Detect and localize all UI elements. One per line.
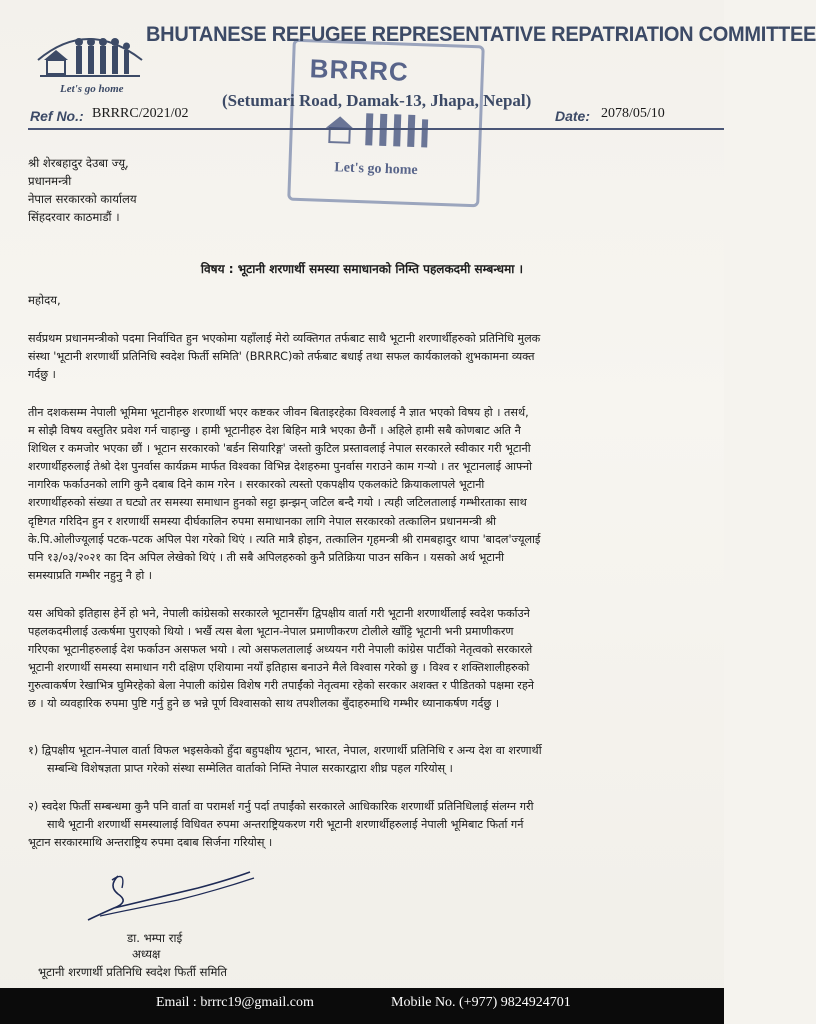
text-line: २) स्वदेश फिर्ती सम्बन्धमा कुनै पनि वार्ता वा परामर्श गर्नु पर्दा तपाईंको सरकारले आधिकारिक शरणार्थी प्रतिनिधिलाई संलग्न गरी — [28, 800, 534, 813]
ref-label: Ref No.: — [30, 108, 84, 124]
recipient-block — [28, 154, 137, 226]
text-line: गुरुत्वाकर्षण रेखाभित्र घुमिरहेको बेला नेपाली कांग्रेस विशेष गरी तपाईंको नेतृत्वमा रहेको सरकार अशक्त र पीडितको पक्षमा रहने — [28, 679, 534, 693]
stamp-tagline: Let's go home — [334, 160, 418, 179]
text-line: गरिएका भूटानीहरुलाई देश फर्काउन असफल भयो । त्यो असफलतालाई अध्ययन गरी नेपाली कांग्रेस पार्टीको नेतृत्वको सरकारले — [28, 643, 533, 657]
recipient-line: सिंहदरवार काठमाडौं । — [28, 210, 120, 224]
text-line: साथै भूटानी शरणार्थी समस्यालाई विधिवत रुपमा अन्तराष्ट्रियकरण गरी भूटानी शरणार्थीहरुलाई नेपाली भूमिबाट फिर्ता गर्न — [47, 818, 524, 832]
date-value: 2078/05/10 — [601, 106, 665, 121]
org-stamp — [287, 39, 485, 208]
footer-mobile: Mobile No. (+977) 9824924701 — [391, 995, 571, 1010]
text-line: भूटानी शरणार्थी समस्या समाधान गरी दक्षिण एशियामा नयाँ इतिहास बनाउने मैले विश्वास गरेको छु । विश्व र शक्तिशालीहरुको — [28, 661, 530, 675]
text-line: सर्वप्रथम प्रधानमन्त्रीको पदमा निर्वाचित हुन भएकोमा यहाँलाई मेरो व्यक्तिगत तर्फबाट साथै भूटानी शरणार्थीहरुको प्रतिनिधि मुलक — [28, 332, 541, 345]
text-line: संस्था 'भूटानी शरणार्थी प्रतिनिधि स्वदेश फिर्ती समिति' (BRRRC)को तर्फबाट बधाई तथा सफल कार्यकालको शुभकामना व्यक्त — [28, 350, 535, 364]
paragraph-congratulations — [28, 330, 714, 384]
text-line: गर्दछु । — [28, 368, 56, 382]
subject-line: विषय : भूटानी शरणार्थी समस्या समाधानको निम्ति पहलकदमी सम्बन्धमा । — [200, 262, 524, 276]
org-address: (Setumari Road, Damak-13, Jhapa, Nepal) — [222, 91, 532, 110]
stamp-abbreviation: BRRRC — [309, 53, 410, 87]
demand-point-2 — [28, 798, 714, 852]
text-line: भूटान सरकारमाथि अन्तराष्ट्रिय रुपमा दबाब सिर्जना गरियोस् । — [28, 836, 273, 850]
text-line: पनि १३/०३/२०२१ का दिन अपिल लेखेको थिएं । ती सबै अपिलहरुको कुनै प्रतिक्रिया पाउन सकिन । यसको अर्थ भूटानी — [28, 550, 505, 564]
footer-email: Email : brrrc19@gmail.com — [156, 995, 314, 1010]
contact-footer — [0, 988, 724, 1024]
paragraph-background — [28, 404, 714, 585]
paragraph-history — [28, 605, 714, 714]
text-line: समस्याप्रति गम्भीर नहुनु नै हो । — [28, 568, 153, 582]
ref-number: BRRRC/2021/02 — [92, 106, 189, 121]
signer-title: अध्यक्ष — [132, 947, 161, 961]
recipient-line: श्री शेरबहादुर देउबा ज्यू, — [28, 156, 129, 170]
text-line: तीन दशकसम्म नेपाली भूमिमा भूटानीहरु शरणार्थी भएर कष्टकर जीवन बिताइरहेका विश्वलाई नै ज्ञात भएको विषय हो । तसर्थ, — [28, 406, 529, 419]
text-line: म सोझै विषय वस्तुतिर प्रवेश गर्न चाहान्छु । हामी भूटानीहरु देश बिहिन मात्रै भएका छैनौं । अहिले हामी सबै कोणबाट अति नै — [28, 424, 521, 438]
text-line: सम्बन्धि विशेषज्ञता प्राप्त गरेको संस्था सम्मेलित वार्ताको निम्ति नेपाल सरकारद्वारा शीघ्र पहल गरियोस् । — [47, 762, 453, 776]
date-label: Date: — [555, 108, 591, 124]
text-line: शरणार्थीहरुलाई तेश्रो देश पुनर्वास कार्यक्रम मार्फत विश्वका विभिन्न देशहरुमा पुनर्वास गराउने काम गऱ्यो । तर भूटानलाई आफ्नो — [28, 460, 533, 474]
recipient-line: नेपाल सरकारको कार्यालय — [28, 192, 137, 206]
text-line: छ । यो व्यवहारिक रुपमा पुष्टि गर्नु हुने छ भन्ने पूर्ण विश्वासको साथ तपशीलका बुँदाहरुमाथि गम्भीर ध्यानाकर्षण गर्दछु । — [28, 697, 500, 711]
handwritten-signature — [78, 858, 258, 928]
signer-organization: भूटानी शरणार्थी प्रतिनिधि स्वदेश फिर्ती समिति — [38, 965, 227, 979]
salutation: महोदय, — [28, 293, 61, 307]
text-line: शरणार्थीहरुको संख्या त घट्यो तर समस्या समाधान हुनको सट्टा झन्झन् जटिल बन्दै गयो । त्यही जटिलतालाई गम्भीरताका साथ — [28, 496, 527, 510]
text-line: शिथिल र कमजोर भएका छौं । भूटान सरकारको 'बर्डन सियारिङ्ग' जस्तो कुटिल प्रस्तावलाई नेपाल सरकारले स्वीकार गरी भूटानी — [28, 442, 531, 456]
text-line: १) द्विपक्षीय भूटान-नेपाल वार्ता विफल भइसकेको हुँदा बहुपक्षीय भूटान, भारत, नेपाल, शरणार्थी प्रतिनिधि र अन्य देश वा शरणार्थी — [28, 744, 542, 757]
text-line: पहलकदमीलाई उत्कर्षमा पुराएको थियो । भर्खै त्यस बेला भूटान-नेपाल प्रमाणीकरण टोलीले खाँट्टि भूटानी भनी प्रमाणीकरण — [28, 625, 514, 639]
logo-tagline: Let's go home — [60, 83, 124, 95]
recipient-line: प्रधानमन्त्री — [28, 174, 72, 188]
org-logo — [30, 16, 148, 100]
header-divider — [28, 128, 724, 130]
text-line: यस अघिको इतिहास हेर्ने हो भने, नेपाली कांग्रेसको सरकारले भूटानसँग द्विपक्षीय वार्ता गरी भूटानी शरणार्थीलाई स्वदेश फर्काउने — [28, 607, 530, 620]
text-line: के.पि.ओलीज्यूलाई पटक-पटक अपिल पेश गरेको थिएं । त्यति मात्रै होइन, तत्कालिन गृहमन्त्री श्री रामबहादुर थापा 'बादल'ज्यूलाई — [28, 532, 541, 546]
text-line: नागरिक फर्काउनको लागि कुनै दबाब दिने काम गरेन । सरकारको त्यस्तो एकपक्षीय एकलकांटे क्रियाकलापले भूटानी — [28, 478, 485, 492]
org-name: BHUTANESE REFUGEE REPRESENTATIVE REPATRIATION COMMITTEE — [146, 22, 816, 46]
text-line: दृष्टिगत गरिदिन हुन र शरणार्थी समस्या दीर्घकालिन रुपमा समाधानका लागि नेपाल सरकारको तत्कालिन प्रधानमन्त्री श्री — [28, 514, 497, 528]
demand-point-1 — [28, 742, 714, 778]
signer-name: डा. भम्पा राई — [127, 931, 183, 945]
